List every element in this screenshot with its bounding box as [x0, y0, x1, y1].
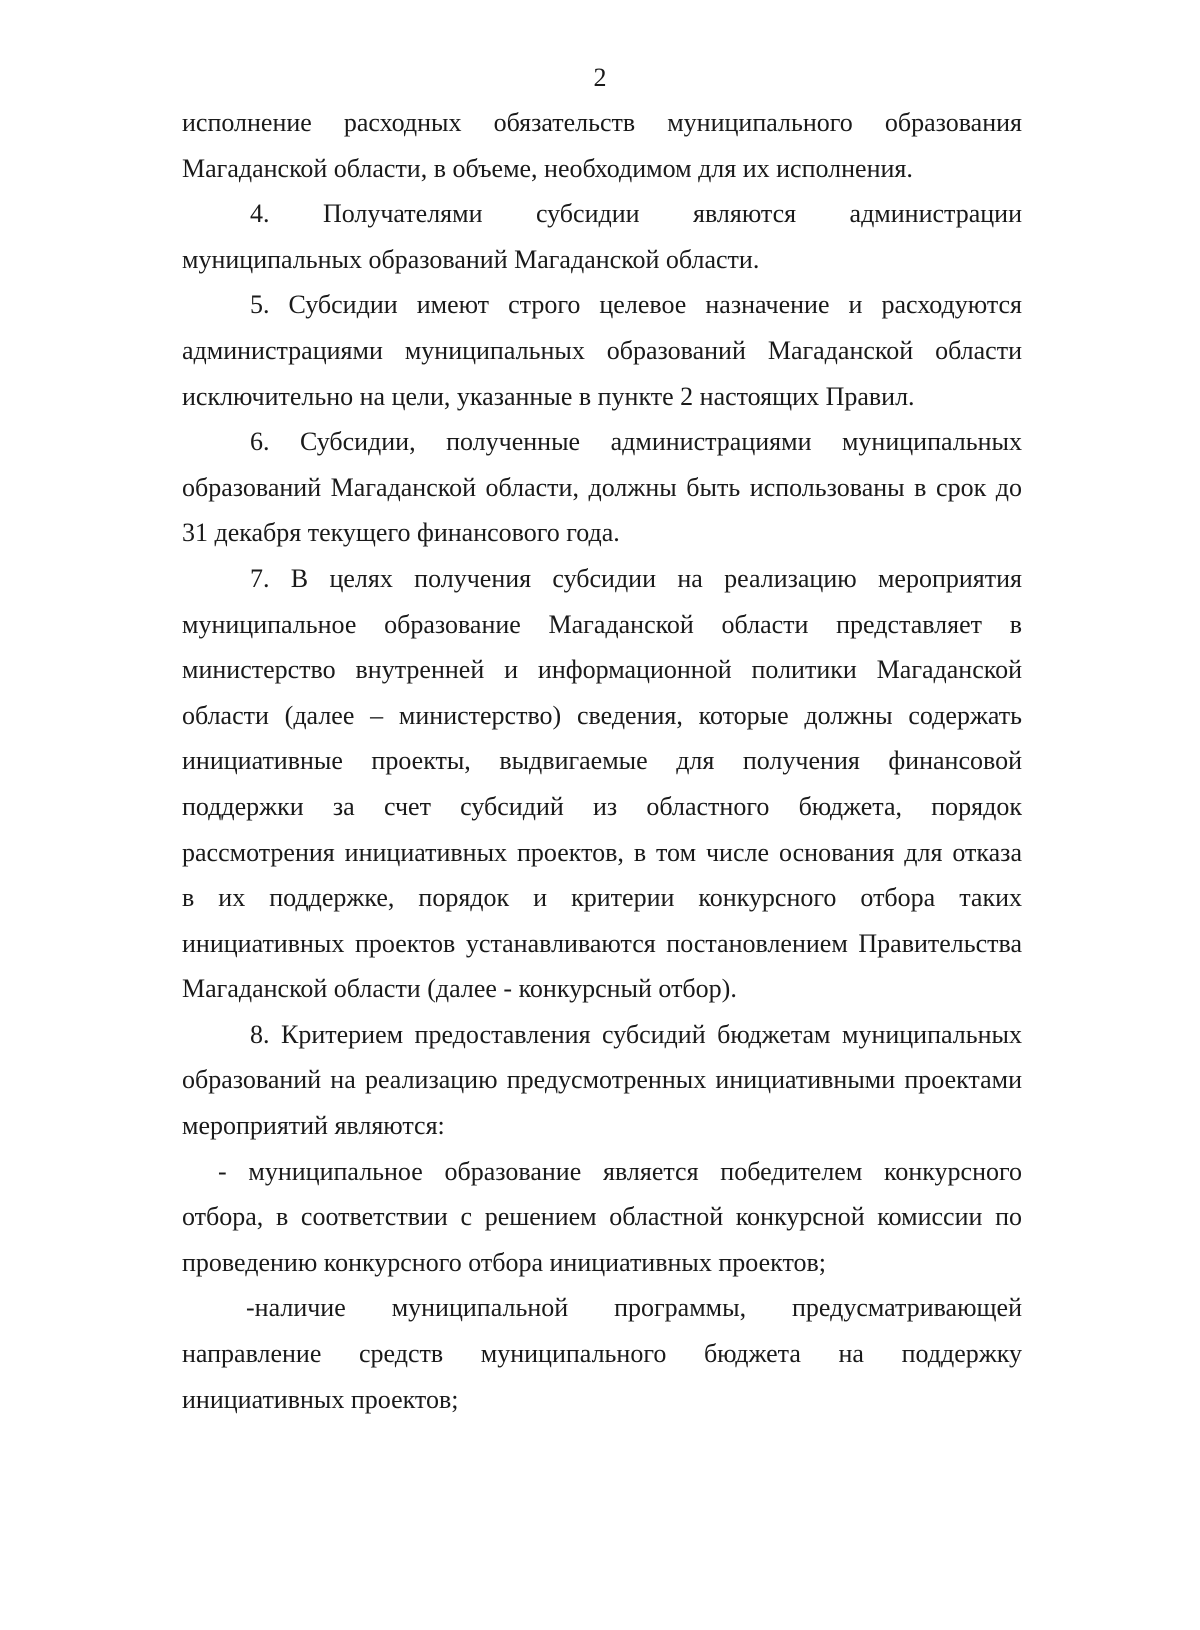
text-line: министерство внутренней и информационной политики Магаданской	[182, 655, 1022, 685]
paragraph-4	[182, 191, 1022, 282]
paragraph-7	[182, 556, 1022, 1012]
text-line: муниципальных образований Магаданской области.	[182, 244, 760, 274]
text-line: инициативных проектов;	[182, 1384, 459, 1414]
text-line: образований на реализацию предусмотренных инициативными проектами	[182, 1065, 1022, 1095]
text-line: 5. Субсидии имеют строго целевое назначение и расходуются	[250, 290, 1022, 320]
text-line: инициативные проекты, выдвигаемые для получения финансовой	[182, 746, 1022, 776]
text-line: 7. В целях получения субсидии на реализацию мероприятия	[250, 563, 1022, 593]
criterion-item-1	[182, 1149, 1022, 1286]
text-line: Магаданской области, в объеме, необходимом для их исполнения.	[182, 153, 913, 183]
text-line: Магаданской области (далее - конкурсный отбор).	[182, 974, 737, 1004]
text-line: области (далее – министерство) сведения, которые должны содержать	[182, 700, 1022, 730]
text-line: в их поддержке, порядок и критерии конкурсного отбора таких	[182, 883, 1022, 913]
document-body	[182, 100, 1022, 1422]
criterion-item-2	[182, 1285, 1022, 1422]
text-line: 8. Критерием предоставления субсидий бюджетам муниципальных	[250, 1019, 1022, 1049]
paragraph-continuation	[182, 100, 1022, 191]
text-line: исполнение расходных обязательств муниципального образования	[182, 108, 1022, 137]
page-number: 2	[593, 63, 607, 92]
text-line: рассмотрения инициативных проектов, в том числе основания для отказа	[182, 837, 1022, 867]
text-line: поддержки за счет субсидий из областного бюджета, порядок	[182, 791, 1022, 821]
text-line: мероприятий являются:	[182, 1111, 445, 1141]
text-line: проведению конкурсного отбора инициативных проектов;	[182, 1247, 826, 1277]
text-line: администрациями муниципальных образований Магаданской области	[182, 335, 1022, 365]
paragraph-5	[182, 282, 1022, 419]
text-line: -наличие муниципальной программы, предусматривающей	[246, 1293, 1022, 1323]
text-line: муниципальное образование Магаданской области представляет в	[182, 609, 1022, 639]
text-line: образований Магаданской области, должны быть использованы в срок до	[182, 472, 1022, 502]
text-line: направление средств муниципального бюджета на поддержку	[182, 1339, 1022, 1369]
text-line: - муниципальное образование является победителем конкурсного	[218, 1156, 1022, 1186]
paragraph-8	[182, 1012, 1022, 1149]
paragraph-6	[182, 419, 1022, 556]
text-line: инициативных проектов устанавливаются постановлением Правительства	[182, 928, 1022, 958]
text-line: 4. Получателями субсидии являются администрации	[250, 199, 1022, 229]
text-line: 6. Субсидии, полученные администрациями муниципальных	[250, 427, 1022, 457]
text-line: 31 декабря текущего финансового года.	[182, 518, 620, 548]
text-line: отбора, в соответствии с решением областной конкурсной комиссии по	[182, 1202, 1022, 1232]
text-line: исключительно на цели, указанные в пункте 2 настоящих Правил.	[182, 381, 915, 411]
